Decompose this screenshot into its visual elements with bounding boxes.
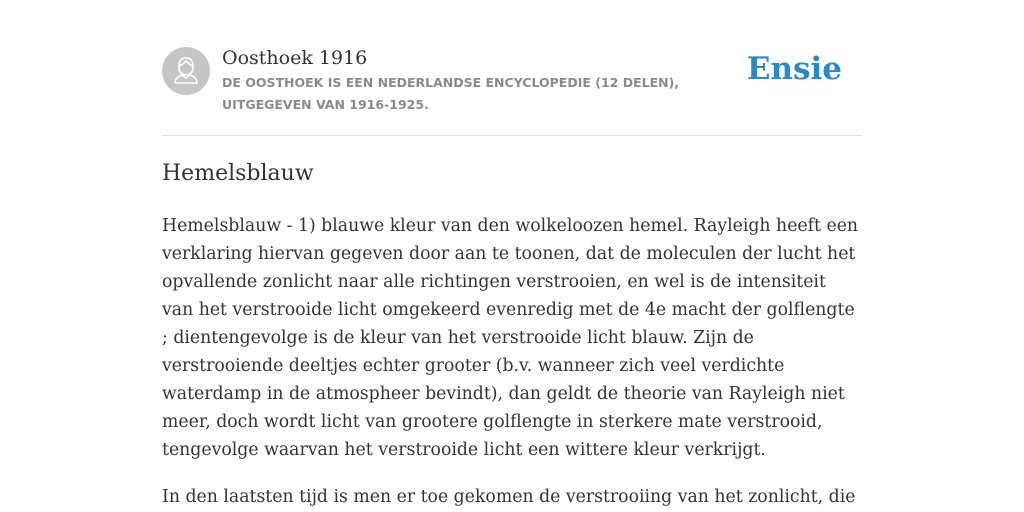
page-content [162,0,862,507]
source-avatar[interactable] [162,47,210,95]
user-icon [162,47,210,95]
article-paragraph: Hemelsblauw - 1) blauwe kleur van den wolkeloozen hemel. Rayleigh heeft een verklaring hiervan gegeven door aan te toonen, dat de moleculen der lucht het opvallende zonlicht naar alle richtingen verstrooien, en wel is de intensiteit van het verstrooide licht omgekeerd evenredig met de 4e macht der golflengte ; dientengevolge is de kleur van het verstrooide licht blauw. Zijn de verstrooiende deeltjes echter grooter (b.v. wanneer zich veel verdichte waterdamp in de atmospheer bevindt), dan geldt de theorie van Rayleigh niet meer, doch wordt licht van grootere golflengte in sterkere mate verstrooid, tengevolge waarvan het verstrooide licht een wittere kleur verkrijgt. [162,216,859,460]
source-title[interactable]: Oosthoek 1916 [222,47,368,69]
source-description: DE OOSTHOEK IS EEN NEDERLANDSE ENCYCLOPEDIE (12 DELEN), UITGEGEVEN VAN 1916-1925. [222,75,680,112]
source-header [162,0,862,136]
article-title: Hemelsblauw [162,161,314,186]
article-paragraph: In den laatsten tijd is men er toe gekomen de verstrooiing van het zonlicht, die [162,487,856,507]
ensie-logo[interactable]: Ensie [746,51,842,87]
